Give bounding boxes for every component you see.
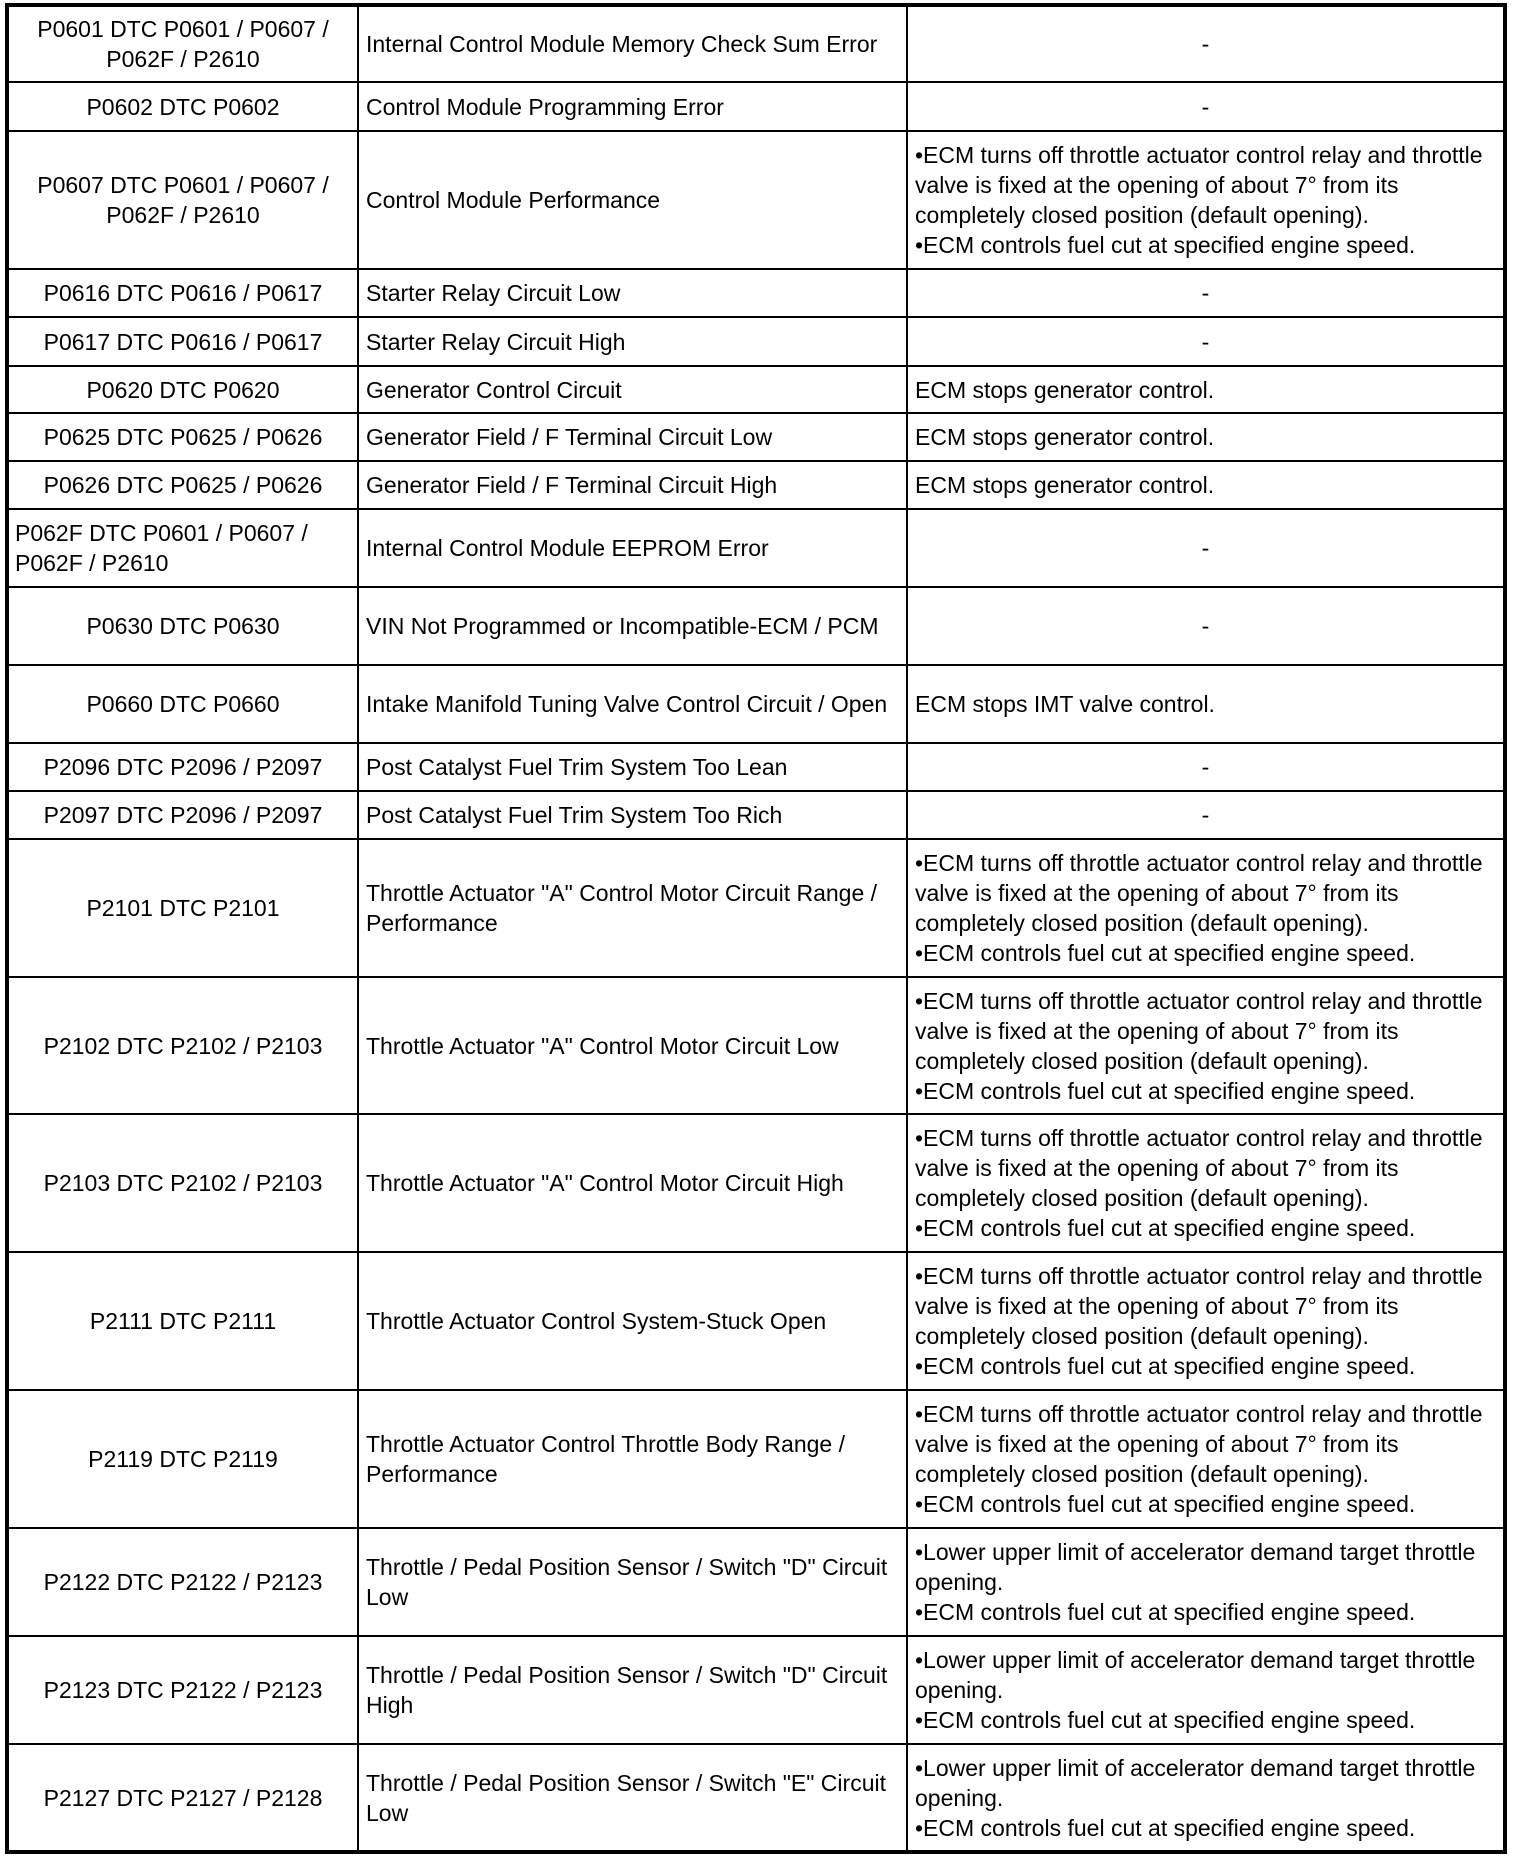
fail-safe-action-line: -	[1201, 613, 1210, 639]
table-row	[7, 977, 1505, 1114]
dtc-description-cell: Throttle Actuator Control System-Stuck Open	[358, 1252, 907, 1390]
fail-safe-action-line: •Lower upper limit of accelerator demand target throttle opening.	[915, 1754, 1476, 1811]
dtc-code-cell: P2097 DTC P2096 / P2097	[7, 791, 358, 839]
dtc-code-cell: P0625 DTC P0625 / P0626	[7, 413, 358, 461]
fail-safe-action-line: •ECM controls fuel cut at specified engine speed.	[915, 1353, 1416, 1379]
dtc-code-cell: P2102 DTC P2102 / P2103	[7, 977, 358, 1114]
dtc-description-cell: Throttle Actuator "A" Control Motor Circuit Low	[358, 977, 907, 1114]
dtc-description-cell: Throttle / Pedal Position Sensor / Switch "D" Circuit Low	[358, 1528, 907, 1636]
fail-safe-action-cell	[907, 1744, 1505, 1852]
fail-safe-action-line: ECM stops IMT valve control.	[915, 691, 1215, 717]
dtc-description-cell: Intake Manifold Tuning Valve Control Circuit / Open	[358, 665, 907, 743]
fail-safe-action-cell	[907, 131, 1505, 269]
fail-safe-action-cell	[907, 1390, 1505, 1528]
fail-safe-action-cell	[907, 82, 1505, 131]
table-row	[7, 1252, 1505, 1390]
fail-safe-action-line: •ECM turns off throttle actuator control relay and throttle valve is fixed at the opening of about 7° from its completely closed position (default opening).	[915, 850, 1483, 936]
fail-safe-action-cell	[907, 587, 1505, 665]
table-row	[7, 413, 1505, 461]
table-row	[7, 743, 1505, 791]
dtc-description-cell: Throttle Actuator Control Throttle Body Range / Performance	[358, 1390, 907, 1528]
table-row	[7, 509, 1505, 587]
fail-safe-action-line: -	[1201, 754, 1210, 780]
dtc-code-cell: P0660 DTC P0660	[7, 665, 358, 743]
table-row	[7, 82, 1505, 131]
fail-safe-action-line: -	[1201, 328, 1210, 355]
table-row	[7, 461, 1505, 509]
fail-safe-action-line: -	[1201, 535, 1210, 561]
table-row	[7, 366, 1505, 413]
dtc-code-cell: P2122 DTC P2122 / P2123	[7, 1528, 358, 1636]
fail-safe-action-line: -	[1201, 280, 1210, 306]
fail-safe-action-line: ECM stops generator control.	[915, 376, 1215, 403]
dtc-code-cell: P2123 DTC P2122 / P2123	[7, 1636, 358, 1744]
dtc-code-cell: P0607 DTC P0601 / P0607 / P062F / P2610	[7, 131, 358, 269]
fail-safe-action-cell	[907, 791, 1505, 839]
fail-safe-action-cell	[907, 509, 1505, 587]
fail-safe-action-cell	[907, 665, 1505, 743]
dtc-description-cell: Generator Field / F Terminal Circuit Low	[358, 413, 907, 461]
dtc-description-cell: Internal Control Module Memory Check Sum Error	[358, 5, 907, 82]
dtc-description-cell: Throttle Actuator "A" Control Motor Circuit High	[358, 1114, 907, 1252]
fail-safe-action-line: •ECM controls fuel cut at specified engine speed.	[915, 1599, 1416, 1625]
fail-safe-action-line: -	[1201, 802, 1210, 828]
dtc-description-cell: Generator Field / F Terminal Circuit High	[358, 461, 907, 509]
fail-safe-action-line: -	[1201, 31, 1210, 57]
table-row	[7, 317, 1505, 366]
dtc-table	[5, 3, 1507, 1854]
dtc-description-cell: Generator Control Circuit	[358, 366, 907, 413]
table-row	[7, 1636, 1505, 1744]
fail-safe-action-cell	[907, 461, 1505, 509]
table-row	[7, 5, 1505, 82]
dtc-code-cell: P0626 DTC P0625 / P0626	[7, 461, 358, 509]
table-row	[7, 1114, 1505, 1252]
fail-safe-action-line: •ECM controls fuel cut at specified engine speed.	[915, 1814, 1416, 1841]
dtc-description-cell: Starter Relay Circuit High	[358, 317, 907, 366]
table-row	[7, 839, 1505, 977]
fail-safe-action-line: •ECM controls fuel cut at specified engine speed.	[915, 1077, 1416, 1104]
fail-safe-action-cell	[907, 1528, 1505, 1636]
table-row	[7, 1390, 1505, 1528]
dtc-table-body	[7, 5, 1505, 1852]
dtc-description-cell: Internal Control Module EEPROM Error	[358, 509, 907, 587]
fail-safe-action-line: •ECM controls fuel cut at specified engine speed.	[915, 1707, 1416, 1733]
fail-safe-action-line: ECM stops generator control.	[915, 472, 1215, 498]
fail-safe-action-cell	[907, 743, 1505, 791]
dtc-code-cell: P0620 DTC P0620	[7, 366, 358, 413]
fail-safe-action-line: •Lower upper limit of accelerator demand target throttle opening.	[915, 1539, 1476, 1595]
fail-safe-action-cell	[907, 839, 1505, 977]
dtc-code-cell: P0617 DTC P0616 / P0617	[7, 317, 358, 366]
dtc-description-cell: Control Module Programming Error	[358, 82, 907, 131]
dtc-code-cell: P2119 DTC P2119	[7, 1390, 358, 1528]
table-row	[7, 587, 1505, 665]
dtc-code-cell: P0602 DTC P0602	[7, 82, 358, 131]
dtc-description-cell: Post Catalyst Fuel Trim System Too Lean	[358, 743, 907, 791]
table-row	[7, 1744, 1505, 1852]
fail-safe-action-line: •ECM turns off throttle actuator control relay and throttle valve is fixed at the opening of about 7° from its completely closed position (default opening).	[915, 1125, 1483, 1211]
fail-safe-action-line: •ECM turns off throttle actuator control relay and throttle valve is fixed at the opening of about 7° from its completely closed position (default opening).	[915, 1401, 1483, 1487]
dtc-code-cell: P2101 DTC P2101	[7, 839, 358, 977]
fail-safe-action-line: -	[1201, 93, 1210, 120]
table-row	[7, 131, 1505, 269]
table-row	[7, 269, 1505, 317]
fail-safe-action-line: •Lower upper limit of accelerator demand target throttle opening.	[915, 1647, 1476, 1703]
dtc-code-cell: P2103 DTC P2102 / P2103	[7, 1114, 358, 1252]
fail-safe-action-line: •ECM turns off throttle actuator control relay and throttle valve is fixed at the opening of about 7° from its completely closed position (default opening).	[915, 142, 1483, 228]
fail-safe-action-cell	[907, 317, 1505, 366]
dtc-description-cell: Throttle Actuator "A" Control Motor Circuit Range / Performance	[358, 839, 907, 977]
fail-safe-action-line: ECM stops generator control.	[915, 424, 1215, 450]
dtc-code-cell: P2111 DTC P2111	[7, 1252, 358, 1390]
fail-safe-action-line: •ECM controls fuel cut at specified engine speed.	[915, 1215, 1416, 1241]
dtc-description-cell: Post Catalyst Fuel Trim System Too Rich	[358, 791, 907, 839]
dtc-description-cell: Control Module Performance	[358, 131, 907, 269]
fail-safe-action-line: •ECM turns off throttle actuator control relay and throttle valve is fixed at the opening of about 7° from its completely closed position (default opening).	[915, 987, 1483, 1074]
dtc-code-cell: P062F DTC P0601 / P0607 / P062F / P2610	[7, 509, 358, 587]
fail-safe-action-cell	[907, 1636, 1505, 1744]
fail-safe-action-cell	[907, 269, 1505, 317]
fail-safe-action-cell	[907, 1252, 1505, 1390]
dtc-description-cell: Starter Relay Circuit Low	[358, 269, 907, 317]
table-row	[7, 665, 1505, 743]
dtc-code-cell: P0601 DTC P0601 / P0607 / P062F / P2610	[7, 5, 358, 82]
dtc-description-cell: Throttle / Pedal Position Sensor / Switch "E" Circuit Low	[358, 1744, 907, 1852]
dtc-code-cell: P2096 DTC P2096 / P2097	[7, 743, 358, 791]
dtc-code-cell: P0616 DTC P0616 / P0617	[7, 269, 358, 317]
table-row	[7, 791, 1505, 839]
dtc-description-cell: Throttle / Pedal Position Sensor / Switch "D" Circuit High	[358, 1636, 907, 1744]
fail-safe-action-cell	[907, 977, 1505, 1114]
dtc-description-cell: VIN Not Programmed or Incompatible-ECM / PCM	[358, 587, 907, 665]
dtc-code-cell: P0630 DTC P0630	[7, 587, 358, 665]
fail-safe-action-cell	[907, 366, 1505, 413]
fail-safe-action-cell	[907, 413, 1505, 461]
fail-safe-action-cell	[907, 5, 1505, 82]
dtc-code-cell: P2127 DTC P2127 / P2128	[7, 1744, 358, 1852]
fail-safe-action-cell	[907, 1114, 1505, 1252]
fail-safe-action-line: •ECM controls fuel cut at specified engine speed.	[915, 1491, 1416, 1517]
fail-safe-action-line: •ECM controls fuel cut at specified engine speed.	[915, 940, 1416, 966]
fail-safe-action-line: •ECM controls fuel cut at specified engine speed.	[915, 232, 1416, 258]
fail-safe-action-line: •ECM turns off throttle actuator control relay and throttle valve is fixed at the opening of about 7° from its completely closed position (default opening).	[915, 1263, 1483, 1349]
table-row	[7, 1528, 1505, 1636]
